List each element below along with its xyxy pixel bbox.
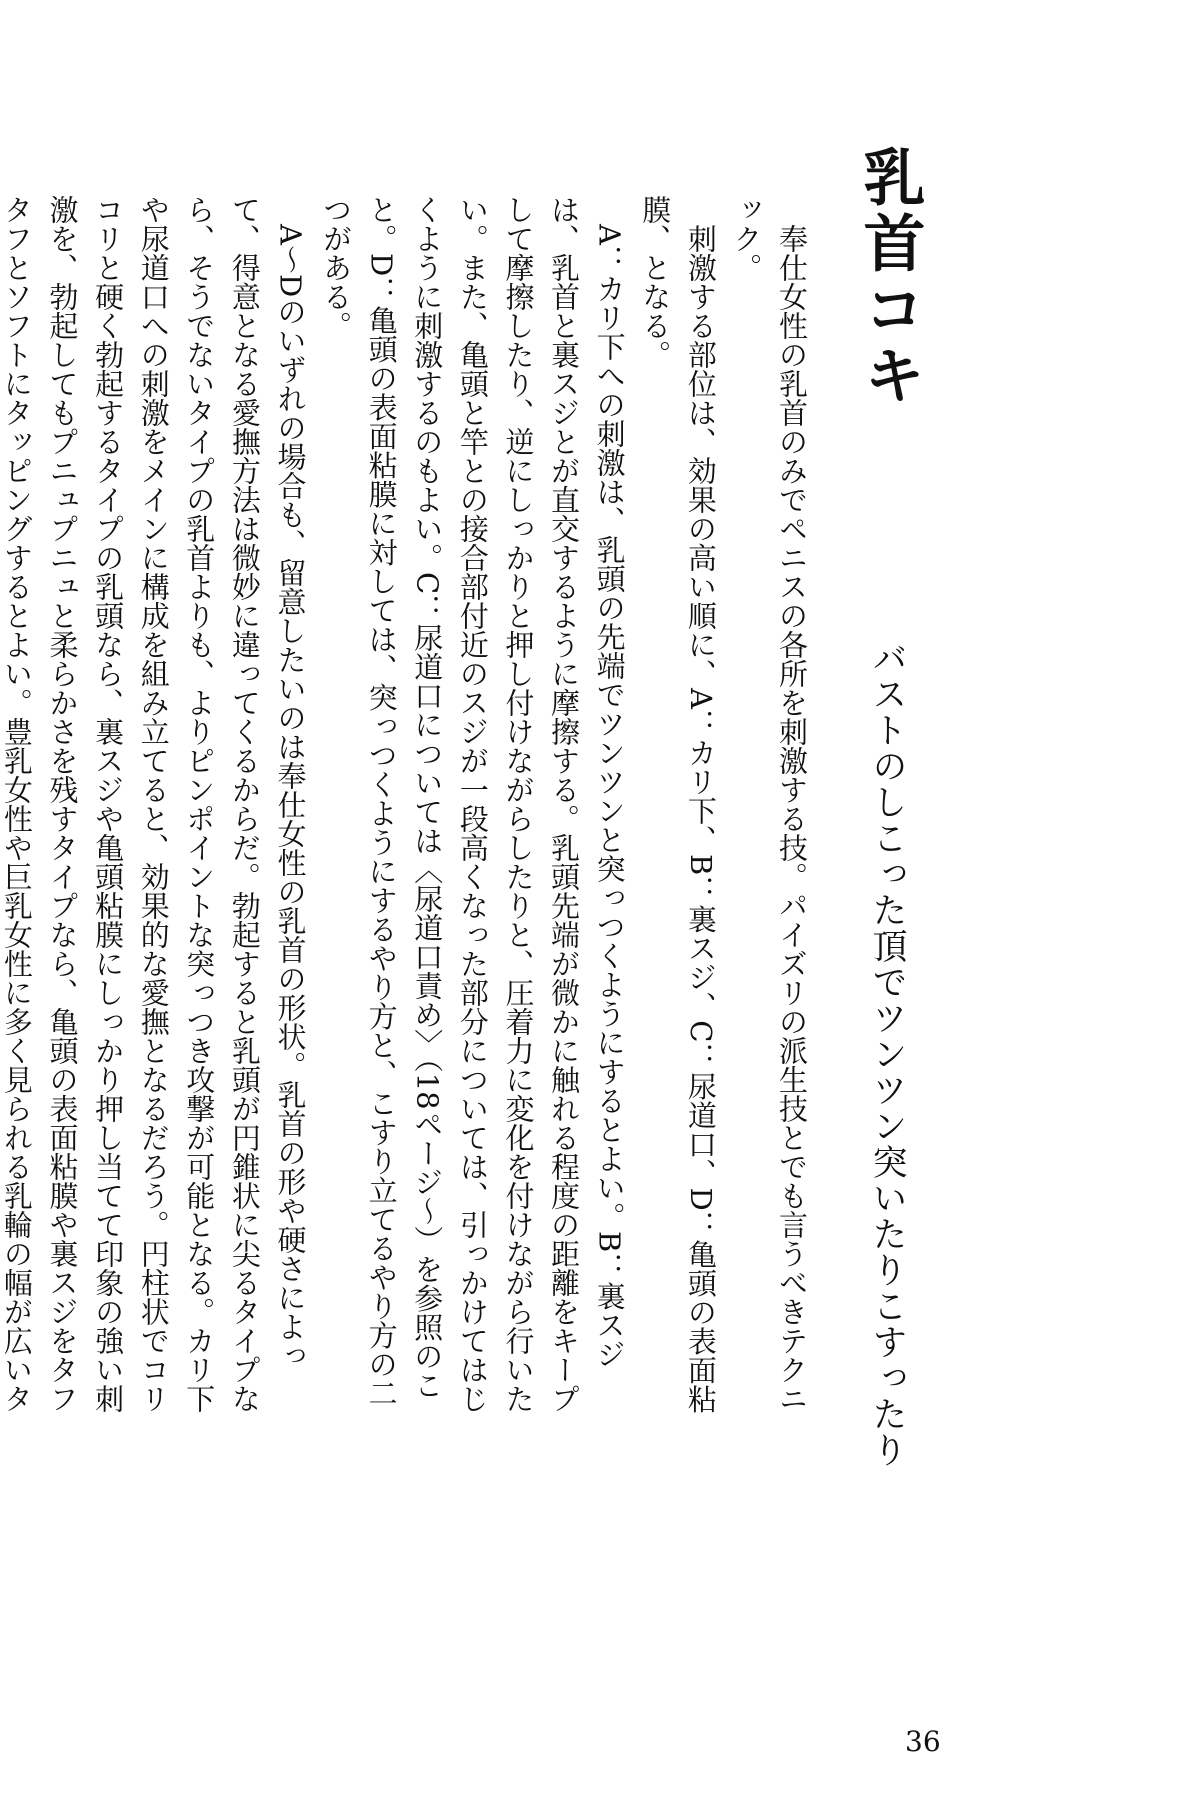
page-number: 36 bbox=[905, 1725, 941, 1758]
body-text bbox=[0, 195, 814, 1425]
paragraph: 奉仕女性の乳首のみでペニスの各所を刺激する技。パイズリの派生技とでも言うべきテクニック。 bbox=[729, 195, 809, 1413]
subtitle: バストのしこった頂でツンツン突いたりこすったり bbox=[867, 640, 907, 1468]
paragraph: A：カリ下への刺激は、乳頭の先端でツンツンと突っつくようにするとよい。B：裏スジは、乳首と裏スジとが直交するように摩擦する。乳頭先端が微かに触れる程度の距離をキープして摩擦したり、逆にしっかりと押し付けながらしたりと、圧着力に変化を付けながら行いたい。また、亀頭と竿との接合部付近のスジが一段高くなった部分については、引っかけてはじくように刺激するのもよい。C：尿道口については〈尿道口責め〉（18ページ〜）を参照のこと。D：亀頭の表面粘膜に対しては、突っつくようにするやり方と、こすり立てるやり方の二つがある。 bbox=[319, 195, 627, 1413]
page-title: 乳首コキ bbox=[853, 145, 926, 409]
paragraph: A〜Dのいずれの場合も、留意したいのは奉仕女性の乳首の形状。乳首の形や硬さによって、得意となる愛撫方法は微妙に違ってくるからだ。勃起すると乳頭が円錐状に尖るタイプなら、そうでないタイプの乳首よりも、よりピンポイントな突っつき攻撃が可能となる。カリ下や尿道口への刺激をメインに構成を組み立てると、効果的な愛撫となるだろう。円柱状でコリコリと硬く勃起するタイプの乳頭なら、裏スジや亀頭粘膜にしっかり押し当てて印象の強い刺激を、勃起してもプニュプニュと柔らかさを残すタイプなら、亀頭の表面粘膜や裏スジをタフタフとソフトにタッピングするとよい。豊乳女性や巨乳女性に多く見られる乳輪の幅が広いタ bbox=[0, 195, 308, 1413]
paragraph: 刺激する部位は、効果の高い順に、A：カリ下、B：裏スジ、C：尿道口、D：亀頭の表面粘膜、となる。 bbox=[638, 195, 718, 1414]
